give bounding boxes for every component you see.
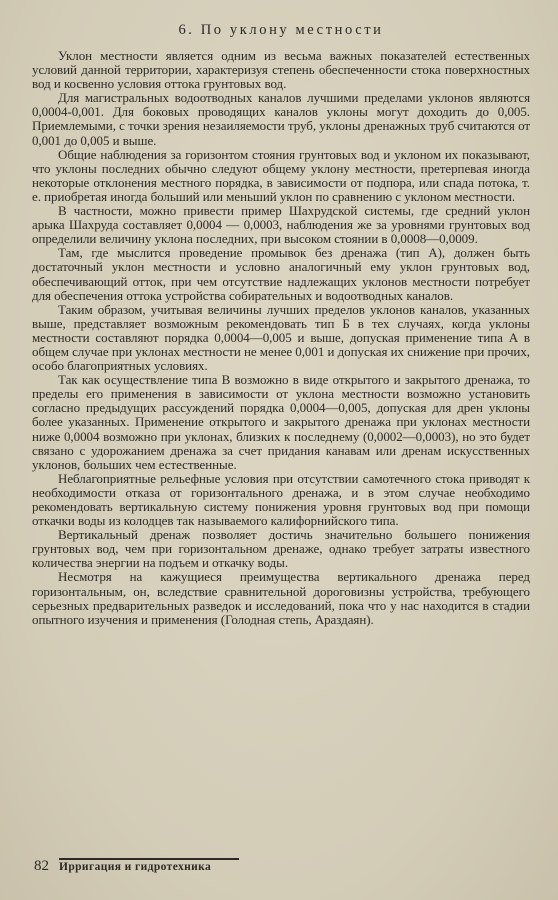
paragraph: Для магистральных водоотводных каналов лучшими пределами уклонов являются 0,0004-0,001. Для боковых проводящих каналов уклоны могут доходить до 0,005. Приемлемыми, с точки зрения незаиляемости труб, уклоны дренажных труб считаются от 0,001 до 0,005 и выше.: [32, 90, 530, 148]
paragraph: Так как осуществление типа В возможно в виде открытого и закрытого дренажа, то пределы его применения в зависимости от уклона местности возможно установить согласно предыдущих рассуждений порядка 0,0004—0,005, допуская для дрен уклоны более указанных. Применение открытого и закрытого дренажа при уклонах местности ниже 0,0004 возможно при уклонах, близких к последнему (0,0002—0,0003), но это будет связано с удорожанием дренажа за счет придания канавам или дренам искусственных уклонов, больших чем естественные.: [32, 372, 530, 472]
paragraph: Там, где мыслится проведение промывок без дренажа (тип А), должен быть достаточный уклон местности и условно аналогичный ему уклон грунтовых вод, обеспечивающий отток, при чем отсутствие надлежащих уклонов местности потребует для обеспечения оттока устройства собирательных и водоотводных каналов.: [32, 245, 530, 303]
page-footer: [34, 858, 239, 875]
section-heading: 6. По уклону местности: [178, 22, 384, 38]
running-title: Ирригация и гидротехника: [59, 858, 239, 873]
paragraph: Таким образом, учитывая величины лучших пределов уклонов каналов, указанных выше, представляет возможным рекомендовать тип Б в тех случаях, когда уклоны местности составляют порядка 0,0004—0,005 и выше, допуская применение типа А в общем случае при уклонах местности не менее 0,001 и допуская их снижение при прочих, особо благоприятных условиях.: [32, 301, 530, 374]
paragraph: Неблагоприятные рельефные условия при отсутствии самотечного стока приводят к необходимости отказа от горизонтального дренажа, и в этом случае необходимо рекомендовать вертикальную систему понижения уровня грунтовых вод при помощи откачки воды из колодцев так называемого калифорнийского типа.: [32, 470, 530, 529]
page-number: 82: [34, 858, 49, 874]
paragraph: Уклон местности является одним из весьма важных показателей естественных условий данной территории, характеризуя степень обеспеченности стока поверхностных вод и косвенно условия оттока грунтовых вод.: [32, 48, 530, 92]
paragraph: Общие наблюдения за горизонтом стояния грунтовых вод и уклоном их показывают, что уклоны последних обычно следуют общему уклону местности, претерпевая иногда некоторые отклонения местного порядка, в зависимости от подпора, или спада потока, т. е. приобретая иногда больший или меньший уклон по сравнению с уклоном местности.: [32, 146, 530, 204]
paragraph: Несмотря на кажущиеся преимущества вертикального дренажа перед горизонтальным, он, вследствие сравнительной дороговизны устройства, требующего серьезных предварительных разведок и исследований, пока что у нас находится в стадии опытного изучения и применения (Голодная степь, Араздаян).: [32, 569, 530, 627]
body-text: [32, 49, 530, 627]
paragraph: Вертикальный дренаж позволяет достичь значительно большего понижения грунтовых вод, чем при горизонтальном дренаже, однако требует затраты известного количества энергии на подъем и откачку воды.: [32, 527, 530, 571]
paragraph: В частности, можно привести пример Шахрудской системы, где средний уклон арыка Шахруда составляет 0,0004 — 0,0003, наблюдения же за уровнями грунтовых вод определили величину уклона последних, при высоком стоянии в 0,0008—0,0009.: [32, 203, 530, 247]
